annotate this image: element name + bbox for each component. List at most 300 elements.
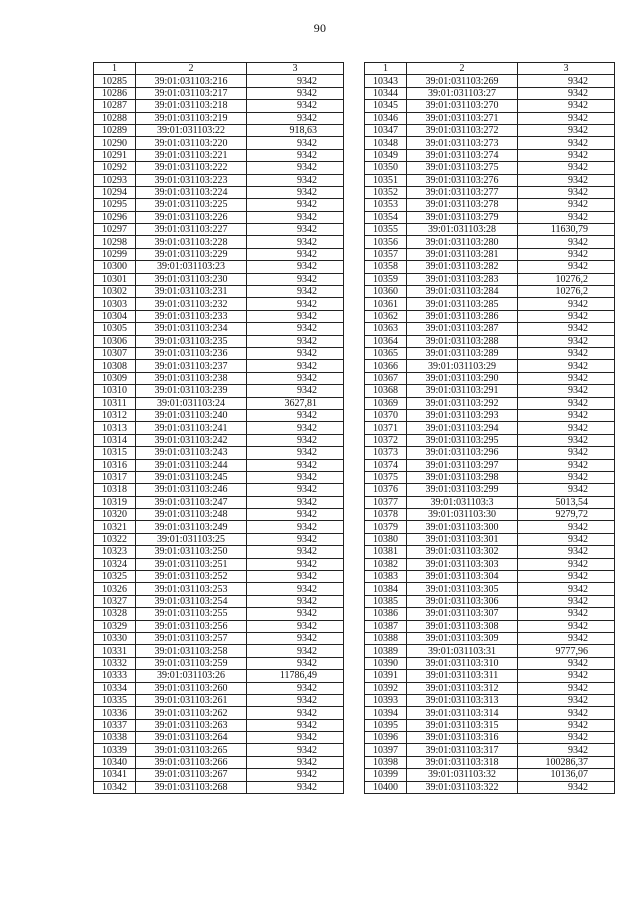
value-cell: 9342	[518, 632, 615, 644]
table-row	[94, 360, 344, 372]
cadastral-number-cell: 39:01:031103:308	[407, 620, 518, 632]
table-row	[365, 645, 615, 657]
row-number-cell: 10294	[94, 186, 136, 198]
value-cell: 9342	[247, 372, 344, 384]
cadastral-number-cell: 39:01:031103:248	[136, 509, 247, 521]
value-cell: 3627,81	[247, 397, 344, 409]
row-number-cell: 10326	[94, 583, 136, 595]
row-number-cell: 10380	[365, 533, 407, 545]
row-number-cell: 10385	[365, 595, 407, 607]
value-cell: 9342	[518, 385, 615, 397]
value-cell: 9342	[247, 112, 344, 124]
cadastral-number-cell: 39:01:031103:252	[136, 571, 247, 583]
cadastral-number-cell: 39:01:031103:26	[136, 670, 247, 682]
cadastral-number-cell: 39:01:031103:235	[136, 335, 247, 347]
row-number-cell: 10355	[365, 224, 407, 236]
cadastral-number-cell: 39:01:031103:3	[407, 496, 518, 508]
table-row	[365, 162, 615, 174]
row-number-cell: 10293	[94, 174, 136, 186]
table-row	[94, 211, 344, 223]
table-row	[365, 434, 615, 446]
row-number-cell: 10307	[94, 347, 136, 359]
table-row	[365, 385, 615, 397]
table-row	[94, 409, 344, 421]
cadastral-number-cell: 39:01:031103:269	[407, 75, 518, 87]
row-number-cell: 10371	[365, 422, 407, 434]
value-cell: 9342	[247, 583, 344, 595]
value-cell: 9342	[518, 558, 615, 570]
cadastral-number-cell: 39:01:031103:227	[136, 224, 247, 236]
cadastral-number-cell: 39:01:031103:250	[136, 546, 247, 558]
table-row	[94, 571, 344, 583]
cadastral-number-cell: 39:01:031103:24	[136, 397, 247, 409]
value-cell: 11630,79	[518, 224, 615, 236]
table-row	[365, 509, 615, 521]
row-number-cell: 10393	[365, 694, 407, 706]
table-row	[94, 335, 344, 347]
cadastral-number-cell: 39:01:031103:30	[407, 509, 518, 521]
row-number-cell: 10353	[365, 199, 407, 211]
value-cell: 918,63	[247, 124, 344, 136]
value-cell: 9279,72	[518, 509, 615, 521]
cadastral-number-cell: 39:01:031103:293	[407, 409, 518, 421]
table-row	[94, 558, 344, 570]
cadastral-number-cell: 39:01:031103:256	[136, 620, 247, 632]
cadastral-number-cell: 39:01:031103:247	[136, 496, 247, 508]
table-row	[94, 112, 344, 124]
row-number-cell: 10342	[94, 781, 136, 793]
row-number-cell: 10292	[94, 162, 136, 174]
value-cell: 9342	[518, 298, 615, 310]
value-cell: 9342	[518, 583, 615, 595]
value-cell: 9342	[247, 608, 344, 620]
column-header: 3	[247, 63, 344, 75]
row-number-cell: 10388	[365, 632, 407, 644]
value-cell: 9342	[247, 447, 344, 459]
cadastral-number-cell: 39:01:031103:259	[136, 657, 247, 669]
table-row	[94, 137, 344, 149]
cadastral-number-cell: 39:01:031103:257	[136, 632, 247, 644]
cadastral-number-cell: 39:01:031103:318	[407, 756, 518, 768]
column-header: 1	[365, 63, 407, 75]
cadastral-number-cell: 39:01:031103:218	[136, 100, 247, 112]
row-number-cell: 10365	[365, 347, 407, 359]
value-cell: 9342	[247, 186, 344, 198]
value-cell: 9342	[247, 533, 344, 545]
cadastral-number-cell: 39:01:031103:236	[136, 347, 247, 359]
cadastral-number-cell: 39:01:031103:284	[407, 286, 518, 298]
value-cell: 9342	[518, 124, 615, 136]
value-cell: 9342	[247, 694, 344, 706]
row-number-cell: 10391	[365, 670, 407, 682]
cadastral-number-cell: 39:01:031103:300	[407, 521, 518, 533]
value-cell: 9342	[247, 732, 344, 744]
table-row	[94, 769, 344, 781]
cadastral-number-cell: 39:01:031103:306	[407, 595, 518, 607]
row-number-cell: 10384	[365, 583, 407, 595]
table-row	[365, 261, 615, 273]
row-number-cell: 10341	[94, 769, 136, 781]
value-cell: 9342	[247, 360, 344, 372]
table-row	[365, 236, 615, 248]
cadastral-number-cell: 39:01:031103:239	[136, 385, 247, 397]
row-number-cell: 10306	[94, 335, 136, 347]
value-cell: 9342	[518, 521, 615, 533]
value-cell: 9777,96	[518, 645, 615, 657]
cadastral-number-cell: 39:01:031103:317	[407, 744, 518, 756]
row-number-cell: 10352	[365, 186, 407, 198]
value-cell: 9342	[247, 261, 344, 273]
value-cell: 9342	[247, 248, 344, 260]
value-cell: 9342	[247, 162, 344, 174]
cadastral-number-cell: 39:01:031103:267	[136, 769, 247, 781]
cadastral-number-cell: 39:01:031103:309	[407, 632, 518, 644]
row-number-cell: 10301	[94, 273, 136, 285]
value-cell: 9342	[247, 769, 344, 781]
table-row	[94, 657, 344, 669]
table-row	[94, 732, 344, 744]
value-cell: 9342	[247, 273, 344, 285]
row-number-cell: 10372	[365, 434, 407, 446]
row-number-cell: 10344	[365, 87, 407, 99]
cadastral-number-cell: 39:01:031103:287	[407, 323, 518, 335]
cadastral-number-cell: 39:01:031103:296	[407, 447, 518, 459]
row-number-cell: 10314	[94, 434, 136, 446]
row-number-cell: 10379	[365, 521, 407, 533]
table-row	[94, 261, 344, 273]
register-table-left	[93, 62, 344, 794]
table-row	[94, 781, 344, 793]
table-row	[94, 434, 344, 446]
value-cell: 9342	[247, 632, 344, 644]
value-cell: 9342	[518, 694, 615, 706]
table-row	[94, 149, 344, 161]
cadastral-number-cell: 39:01:031103:268	[136, 781, 247, 793]
table-row	[94, 100, 344, 112]
cadastral-number-cell: 39:01:031103:222	[136, 162, 247, 174]
value-cell: 9342	[247, 422, 344, 434]
cadastral-number-cell: 39:01:031103:32	[407, 769, 518, 781]
table-row	[365, 298, 615, 310]
row-number-cell: 10322	[94, 533, 136, 545]
row-number-cell: 10340	[94, 756, 136, 768]
table-row	[365, 447, 615, 459]
value-cell: 9342	[518, 781, 615, 793]
table-row	[365, 558, 615, 570]
cadastral-number-cell: 39:01:031103:294	[407, 422, 518, 434]
cadastral-number-cell: 39:01:031103:286	[407, 310, 518, 322]
row-number-cell: 10297	[94, 224, 136, 236]
row-number-cell: 10303	[94, 298, 136, 310]
row-number-cell: 10288	[94, 112, 136, 124]
table-row	[365, 75, 615, 87]
row-number-cell: 10387	[365, 620, 407, 632]
value-cell: 9342	[518, 409, 615, 421]
row-number-cell: 10291	[94, 149, 136, 161]
column-header-row	[365, 63, 615, 75]
table-row	[365, 583, 615, 595]
table-row	[365, 769, 615, 781]
cadastral-number-cell: 39:01:031103:229	[136, 248, 247, 260]
table-row	[94, 422, 344, 434]
table-row	[365, 372, 615, 384]
table-row	[365, 682, 615, 694]
cadastral-number-cell: 39:01:031103:253	[136, 583, 247, 595]
row-number-cell: 10319	[94, 496, 136, 508]
value-cell: 9342	[518, 533, 615, 545]
row-number-cell: 10366	[365, 360, 407, 372]
cadastral-number-cell: 39:01:031103:28	[407, 224, 518, 236]
row-number-cell: 10290	[94, 137, 136, 149]
cadastral-number-cell: 39:01:031103:277	[407, 186, 518, 198]
table-row	[94, 347, 344, 359]
row-number-cell: 10356	[365, 236, 407, 248]
row-number-cell: 10300	[94, 261, 136, 273]
row-number-cell: 10350	[365, 162, 407, 174]
value-cell: 9342	[247, 199, 344, 211]
row-number-cell: 10285	[94, 75, 136, 87]
table-row	[365, 100, 615, 112]
cadastral-number-cell: 39:01:031103:301	[407, 533, 518, 545]
value-cell: 9342	[518, 719, 615, 731]
value-cell: 9342	[518, 248, 615, 260]
value-cell: 9342	[247, 434, 344, 446]
cadastral-number-cell: 39:01:031103:290	[407, 372, 518, 384]
cadastral-number-cell: 39:01:031103:280	[407, 236, 518, 248]
table-row	[365, 521, 615, 533]
cadastral-number-cell: 39:01:031103:305	[407, 583, 518, 595]
row-number-cell: 10358	[365, 261, 407, 273]
cadastral-number-cell: 39:01:031103:255	[136, 608, 247, 620]
value-cell: 9342	[247, 100, 344, 112]
table-row	[365, 335, 615, 347]
value-cell: 9342	[518, 682, 615, 694]
value-cell: 9342	[518, 484, 615, 496]
row-number-cell: 10305	[94, 323, 136, 335]
row-number-cell: 10362	[365, 310, 407, 322]
table-row	[365, 360, 615, 372]
table-row	[94, 707, 344, 719]
value-cell: 9342	[247, 645, 344, 657]
row-number-cell: 10390	[365, 657, 407, 669]
cadastral-number-cell: 39:01:031103:285	[407, 298, 518, 310]
table-row	[365, 719, 615, 731]
row-number-cell: 10323	[94, 546, 136, 558]
cadastral-number-cell: 39:01:031103:237	[136, 360, 247, 372]
table-row	[94, 620, 344, 632]
value-cell: 9342	[247, 595, 344, 607]
cadastral-number-cell: 39:01:031103:224	[136, 186, 247, 198]
cadastral-number-cell: 39:01:031103:217	[136, 87, 247, 99]
cadastral-number-cell: 39:01:031103:261	[136, 694, 247, 706]
row-number-cell: 10389	[365, 645, 407, 657]
cadastral-number-cell: 39:01:031103:273	[407, 137, 518, 149]
page-number: 90	[313, 21, 327, 35]
cadastral-number-cell: 39:01:031103:225	[136, 199, 247, 211]
cadastral-number-cell: 39:01:031103:258	[136, 645, 247, 657]
table-row	[365, 620, 615, 632]
table-row	[365, 608, 615, 620]
table-row	[94, 174, 344, 186]
value-cell: 9342	[247, 682, 344, 694]
value-cell: 9342	[247, 409, 344, 421]
value-cell: 9342	[518, 459, 615, 471]
table-row	[94, 447, 344, 459]
value-cell: 9342	[247, 781, 344, 793]
value-cell: 9342	[518, 87, 615, 99]
cadastral-number-cell: 39:01:031103:240	[136, 409, 247, 421]
table-row	[365, 174, 615, 186]
row-number-cell: 10296	[94, 211, 136, 223]
cadastral-number-cell: 39:01:031103:230	[136, 273, 247, 285]
value-cell: 10136,07	[518, 769, 615, 781]
table-row	[365, 224, 615, 236]
row-number-cell: 10345	[365, 100, 407, 112]
row-number-cell: 10348	[365, 137, 407, 149]
table-row	[365, 409, 615, 421]
cadastral-number-cell: 39:01:031103:313	[407, 694, 518, 706]
value-cell: 9342	[518, 744, 615, 756]
cadastral-number-cell: 39:01:031103:312	[407, 682, 518, 694]
value-cell: 9342	[518, 75, 615, 87]
cadastral-number-cell: 39:01:031103:266	[136, 756, 247, 768]
cadastral-number-cell: 39:01:031103:246	[136, 484, 247, 496]
cadastral-number-cell: 39:01:031103:281	[407, 248, 518, 260]
table-row	[365, 347, 615, 359]
row-number-cell: 10298	[94, 236, 136, 248]
row-number-cell: 10363	[365, 323, 407, 335]
value-cell: 11786,49	[247, 670, 344, 682]
value-cell: 9342	[247, 546, 344, 558]
row-number-cell: 10330	[94, 632, 136, 644]
table-row	[94, 385, 344, 397]
row-number-cell: 10370	[365, 409, 407, 421]
table-row	[94, 484, 344, 496]
row-number-cell: 10373	[365, 447, 407, 459]
table-row	[94, 186, 344, 198]
table-row	[365, 248, 615, 260]
value-cell: 9342	[518, 323, 615, 335]
cadastral-number-cell: 39:01:031103:275	[407, 162, 518, 174]
value-cell: 9342	[247, 471, 344, 483]
value-cell: 9342	[247, 744, 344, 756]
table-row	[94, 744, 344, 756]
row-number-cell: 10392	[365, 682, 407, 694]
value-cell: 9342	[247, 335, 344, 347]
value-cell: 9342	[518, 174, 615, 186]
table-row	[94, 459, 344, 471]
table-row	[365, 657, 615, 669]
cadastral-number-cell: 39:01:031103:299	[407, 484, 518, 496]
row-number-cell: 10302	[94, 286, 136, 298]
table-row	[94, 310, 344, 322]
cadastral-number-cell: 39:01:031103:278	[407, 199, 518, 211]
cadastral-number-cell: 39:01:031103:283	[407, 273, 518, 285]
value-cell: 9342	[247, 385, 344, 397]
cadastral-number-cell: 39:01:031103:295	[407, 434, 518, 446]
table-row	[94, 719, 344, 731]
table-row	[94, 509, 344, 521]
row-number-cell: 10311	[94, 397, 136, 409]
value-cell: 100286,37	[518, 756, 615, 768]
value-cell: 9342	[518, 112, 615, 124]
row-number-cell: 10309	[94, 372, 136, 384]
row-number-cell: 10357	[365, 248, 407, 260]
value-cell: 9342	[247, 149, 344, 161]
value-cell: 9342	[247, 347, 344, 359]
table-row	[365, 632, 615, 644]
column-header: 3	[518, 63, 615, 75]
cadastral-number-cell: 39:01:031103:241	[136, 422, 247, 434]
value-cell: 9342	[247, 558, 344, 570]
value-cell: 9342	[518, 186, 615, 198]
row-number-cell: 10337	[94, 719, 136, 731]
row-number-cell: 10335	[94, 694, 136, 706]
value-cell: 9342	[518, 657, 615, 669]
row-number-cell: 10367	[365, 372, 407, 384]
row-number-cell: 10313	[94, 422, 136, 434]
row-number-cell: 10317	[94, 471, 136, 483]
cadastral-number-cell: 39:01:031103:219	[136, 112, 247, 124]
table-row	[94, 595, 344, 607]
cadastral-number-cell: 39:01:031103:282	[407, 261, 518, 273]
cadastral-number-cell: 39:01:031103:271	[407, 112, 518, 124]
cadastral-number-cell: 39:01:031103:260	[136, 682, 247, 694]
value-cell: 9342	[247, 137, 344, 149]
table-row	[365, 484, 615, 496]
table-row	[94, 608, 344, 620]
row-number-cell: 10310	[94, 385, 136, 397]
table-row	[365, 707, 615, 719]
table-row	[365, 149, 615, 161]
cadastral-number-cell: 39:01:031103:216	[136, 75, 247, 87]
cadastral-number-cell: 39:01:031103:226	[136, 211, 247, 223]
row-number-cell: 10304	[94, 310, 136, 322]
value-cell: 9342	[518, 162, 615, 174]
table-row	[94, 546, 344, 558]
cadastral-number-cell: 39:01:031103:264	[136, 732, 247, 744]
table-row	[365, 595, 615, 607]
row-number-cell: 10359	[365, 273, 407, 285]
cadastral-number-cell: 39:01:031103:233	[136, 310, 247, 322]
value-cell: 9342	[247, 509, 344, 521]
value-cell: 9342	[518, 447, 615, 459]
value-cell: 9342	[247, 521, 344, 533]
value-cell: 9342	[518, 595, 615, 607]
row-number-cell: 10400	[365, 781, 407, 793]
cadastral-number-cell: 39:01:031103:25	[136, 533, 247, 545]
column-header-row	[94, 63, 344, 75]
cadastral-number-cell: 39:01:031103:298	[407, 471, 518, 483]
value-cell: 9342	[247, 707, 344, 719]
column-header: 2	[407, 63, 518, 75]
row-number-cell: 10374	[365, 459, 407, 471]
column-header: 1	[94, 63, 136, 75]
cadastral-number-cell: 39:01:031103:245	[136, 471, 247, 483]
value-cell: 9342	[518, 707, 615, 719]
row-number-cell: 10377	[365, 496, 407, 508]
value-cell: 9342	[518, 620, 615, 632]
table-row	[94, 682, 344, 694]
cadastral-number-cell: 39:01:031103:279	[407, 211, 518, 223]
row-number-cell: 10329	[94, 620, 136, 632]
value-cell: 9342	[518, 137, 615, 149]
row-number-cell: 10320	[94, 509, 136, 521]
table-row	[94, 298, 344, 310]
row-number-cell: 10289	[94, 124, 136, 136]
table-row	[365, 87, 615, 99]
row-number-cell: 10398	[365, 756, 407, 768]
